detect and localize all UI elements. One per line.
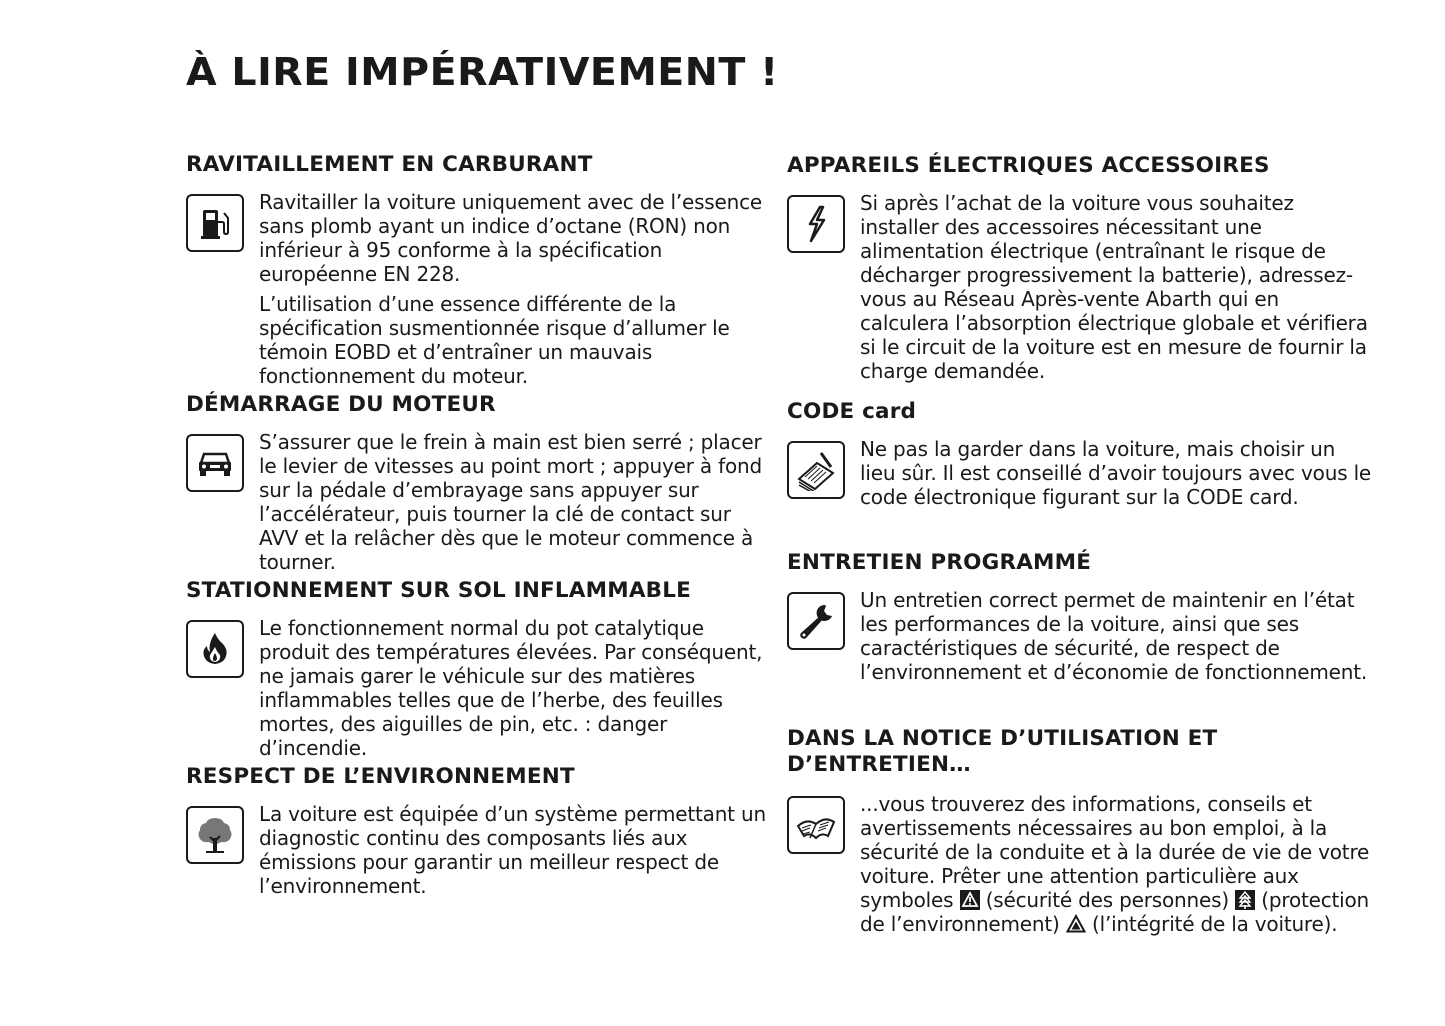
personal-safety-symbol-icon [960, 890, 980, 910]
paragraph-text: (sécurité des personnes) [985, 888, 1229, 912]
fuel-pump-icon [186, 194, 244, 252]
section-heading: DANS LA NOTICE D’UTILISATION ET D’ENTRETIEN… [787, 726, 1218, 777]
section-scheduled-maintenance [787, 550, 1372, 684]
section-owner-manual [787, 726, 1372, 936]
paragraph-text: (l’intégrité de la voiture). [1091, 912, 1338, 936]
section-parking [186, 578, 766, 760]
paragraph: Ravitailler la voiture uniquement avec de l’essence sans plomb ayant un indice d’octane (RON) non inférieur à 95 conforme à la spécification européenne EN 228. [259, 190, 763, 286]
paragraph: Si après l’achat de la voiture vous souhaitez installer des accessoires nécessitant une alimentation électrique (entraînant le risque de décharger progressivement la batterie), adressez-vous au Réseau Après-vente Abarth qui en calculera l’absorption électrique globale et vérifiera si le circuit de la voiture est en mesure de fournir la charge demandée. [860, 191, 1368, 383]
paragraph: La voiture est équipée d’un système permettant un diagnostic continu des composants liés aux émissions pour garantir un meilleur respect de l’environnement. [259, 802, 766, 898]
section-heading: ENTRETIEN PROGRAMMÉ [787, 550, 1092, 575]
section-code-card [787, 399, 1372, 509]
fire-icon [186, 620, 244, 678]
environment-protection-symbol-icon [1235, 890, 1255, 910]
section-engine-start [186, 392, 766, 574]
paragraph: Un entretien correct permet de maintenir en l’état les performances de la voiture, ainsi que ses caractéristiques de sécurité, de respect de l’environnement et d’économie de fonctionnement. [860, 588, 1367, 684]
section-environment [186, 764, 766, 898]
page-title: À LIRE IMPÉRATIVEMENT ! [186, 50, 779, 94]
vehicle-integrity-symbol-icon [1066, 914, 1086, 934]
section-electrical-accessories [787, 153, 1372, 383]
paragraph-text: (protection de l’environnement) [860, 888, 1370, 936]
tree-icon [186, 806, 244, 864]
paragraph: L’utilisation d’une essence différente de la spécification susmentionnée risque d’allumer le témoin EOBD et d’entraîner un mauvais fonctionnement du moteur. [259, 292, 730, 388]
section-heading: STATIONNEMENT SUR SOL INFLAMMABLE [186, 578, 692, 603]
car-icon [186, 434, 244, 492]
section-heading: RAVITAILLEMENT EN CARBURANT [186, 152, 593, 177]
section-heading: DÉMARRAGE DU MOTEUR [186, 392, 496, 417]
paragraph [860, 792, 1372, 936]
section-heading: APPAREILS ÉLECTRIQUES ACCESSOIRES [787, 153, 1270, 178]
section-heading: CODE card [787, 399, 917, 424]
paragraph: Le fonctionnement normal du pot catalytique produit des températures élevées. Par conséquent, ne jamais garer le véhicule sur des matières inflammables telles que de l’herbe, des feuilles mortes, des aiguilles de pin, etc. : danger d’incendie. [259, 616, 763, 760]
open-book-icon [787, 796, 845, 854]
section-fuel [186, 152, 766, 388]
paragraph: S’assurer que le frein à main est bien serré ; placer le levier de vitesses au point mort ; appuyer à fond sur la pédale d’embrayage sans appuyer sur l’accélérateur, puis tourner la clé de contact sur AVV et la relâcher dès que le moteur commence à tourner. [259, 430, 762, 574]
paragraph-text: ...vous trouverez des informations, conseils et avertissements nécessaires au bon emploi, à la sécurité de la conduite et à la durée de vie de votre voiture. Prêter une attention particulière aux symboles [860, 792, 1370, 912]
paragraph: Ne pas la garder dans la voiture, mais choisir un lieu sûr. Il est conseillé d’avoir toujours avec vous le code électronique figurant sur la CODE card. [860, 437, 1372, 509]
code-card-icon [787, 441, 845, 499]
wrench-icon [787, 592, 845, 650]
lightning-icon [787, 195, 845, 253]
section-heading: RESPECT DE L’ENVIRONNEMENT [186, 764, 575, 789]
